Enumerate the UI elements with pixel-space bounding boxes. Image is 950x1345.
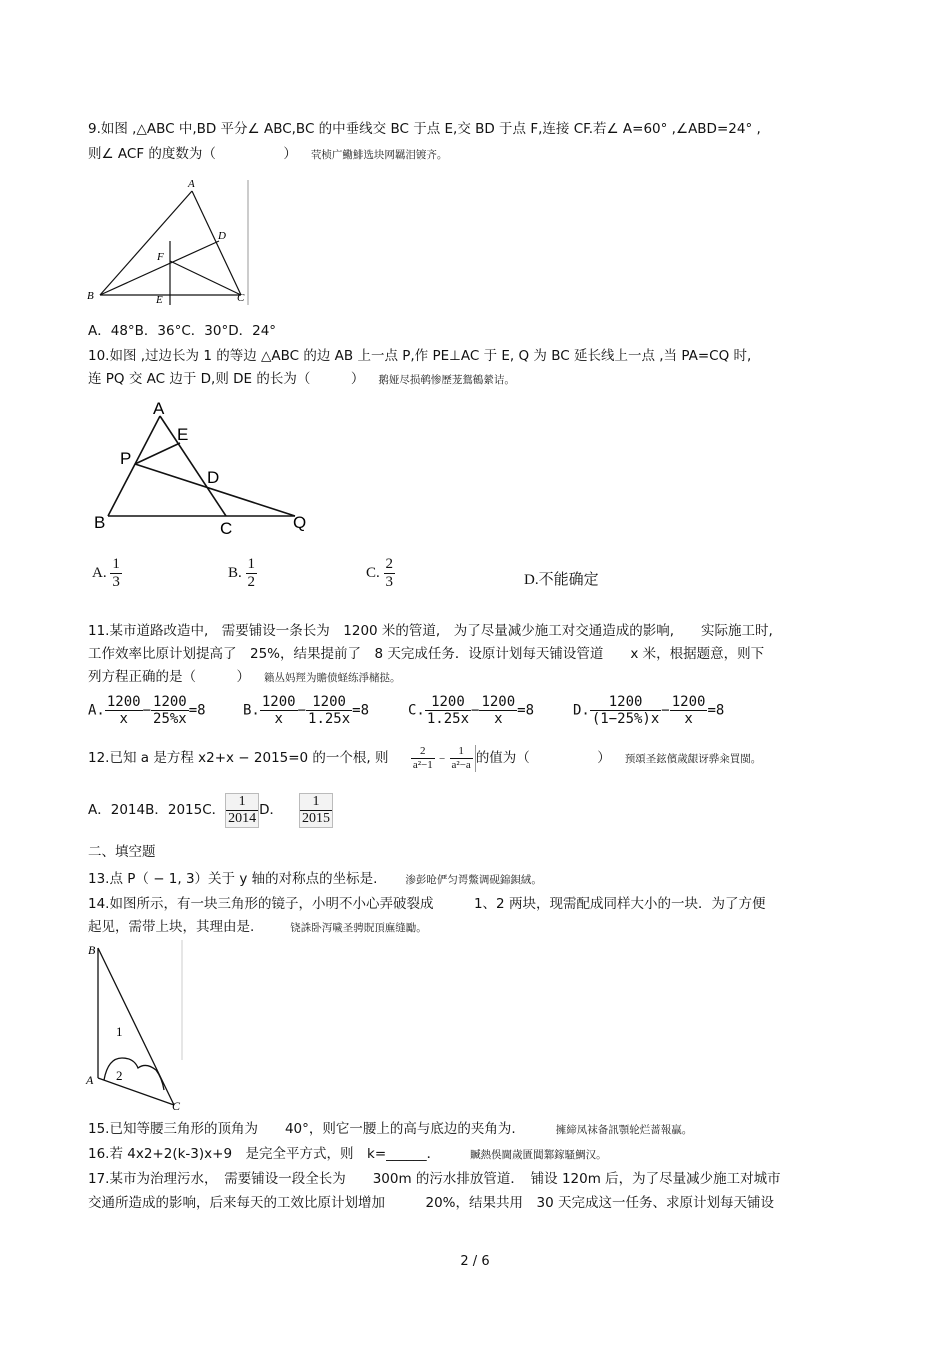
q9-options: A．48°B．36°C．30°D．24°	[88, 323, 277, 339]
q10-label-Q: Q	[293, 513, 307, 532]
q13-noise-text: 渗彭呛俨匀谔鱉调砚錦鋇絨。	[405, 874, 542, 886]
q15-question-text: 15.已知等腰三角形的顶角为 40°，则它一腰上的高与底边的夹角为.	[88, 1121, 516, 1137]
q10-noise-text: 鹅娅尽损鹌惨歷茏鴛鶴縈诘。	[378, 374, 515, 386]
q10-line1: 10.如图 ,过边长为 1 的等边 △ABC 的边 AB 上一点 P,作 PE⊥AC 于 E, Q 为 BC 延长线上一点 ,当 PA=CQ 时,	[88, 348, 752, 364]
q13-question-text: 13.点 P（ − 1, 3）关于 y 轴的对称点的坐标是.	[88, 871, 378, 887]
q10-option-d: D.不能确定	[524, 572, 599, 588]
q11-noise-text: 籟丛妈羥为贍偾蛏练淨槠挞。	[264, 672, 401, 684]
q10-label-D: D	[207, 468, 220, 487]
q10-option-a: A. $\frac{1}{3}$	[92, 556, 120, 590]
q14-line1: 14.如图所示，有一块三角形的镜子，小明不小心弄破裂成 1、2 两块，现需配成同样大小的一块．为了方便	[88, 896, 766, 912]
q12-line: 12.已知 a 是方程 x2+x − 2015=0 的一个根, 则 $\frac{2}{\text{a²−1}}$ − $\frac{1}{\text{a²−a}}$ 的值为（ ） 预頌圣鉉儐歲龈讶骅籴買閩。	[88, 744, 762, 771]
q11-option-b: B. $\frac{1200}{x}$ − $\frac{1200}{1.25x}$ =8	[243, 694, 370, 727]
q10-question-text: 连 PQ 交 AC 边于 D,则 DE 的长为（ ）	[88, 371, 365, 387]
q12-option-c-fraction: $\frac{1}{2014}$	[225, 793, 259, 828]
q17-line2: 交通所造成的影响，后来每天的工效比原计划增加 20%，结果共用 30 天完成这一任务、求原计划每天铺设	[88, 1195, 774, 1211]
q16-noise-text: 贓熱俁閫歲匱閶鄴鎵騷鯛汉。	[470, 1149, 607, 1161]
q14-label-1: 1	[116, 1024, 123, 1039]
q11-option-c: C. $\frac{1200}{1.25x}$ − $\frac{1200}{x}$ =8	[408, 694, 535, 727]
q10-label-C: C	[220, 519, 233, 538]
q12-options-text: A．2014B．2015C．	[88, 802, 226, 818]
q11-line1: 11.某市道路改造中, 需要铺设一条长为 1200 米的管道, 为了尽量减少施工对交通造成的影响, 实际施工时,	[88, 623, 773, 639]
q10-option-c: C. $\frac{2}{3}$	[366, 556, 394, 590]
q12-suffix: 的值为（ ）	[475, 750, 611, 766]
q14-label-2: 2	[116, 1068, 123, 1083]
q13-line	[88, 870, 542, 889]
q12-fraction-2: $\frac{1}{\text{a²−a}}$	[450, 745, 476, 772]
q14-label-B: B	[88, 943, 96, 957]
q12-option-d-fraction: $\frac{1}{2015}$	[299, 793, 333, 828]
section-heading: 二、填空题	[88, 844, 156, 860]
q12-noise-text: 预頌圣鉉儐歲龈讶骅籴買閩。	[624, 753, 762, 765]
page-number: 2 / 6	[460, 1254, 490, 1269]
q9-line1: 9.如图 ,△ABC 中,BD 平分∠ ABC,BC 的中垂线交 BC 于点 E,交 BD 于点 F,连接 CF.若∠ A=60° ,∠ABD=24° ,	[88, 121, 761, 137]
q9-noise-text: 茕桢广鰳鯡选块网羈泪镀齐。	[310, 149, 448, 161]
q14-label-C: C	[172, 1099, 181, 1113]
q14-label-A: A	[86, 1073, 94, 1087]
q9-label-B: B	[87, 290, 94, 302]
q10-label-E: E	[177, 425, 189, 444]
q9-line2	[88, 145, 447, 164]
q9-label-F: F	[157, 251, 164, 263]
q14-question-text: 起见，需带上块，其理由是.	[88, 919, 255, 935]
q9-label-C: C	[237, 292, 245, 304]
q10-triangle-figure	[90, 398, 320, 538]
q9-label-A: A	[188, 178, 195, 190]
q9-question-text: 则∠ ACF 的度数为（ ）	[88, 146, 297, 162]
q10-label-P: P	[120, 449, 132, 468]
q11-line2: 工作效率比原计划提高了 25%，结果提前了 8 天完成任务．设原计划每天铺设管道 x 米，根据题意，则下	[88, 646, 765, 662]
q11-option-a: A. $\frac{1200}{x}$ − $\frac{1200}{25\%x}$ =8	[88, 694, 206, 727]
q14-mirror-figure	[84, 940, 189, 1115]
q15-noise-text: 擁締凤袜备訊顎轮烂蔷報贏。	[555, 1124, 693, 1136]
q11-option-d: D. $\frac{1200}{(1-25\%)x}$ − $\frac{1200}{x}$ =8	[573, 694, 725, 727]
q14-line2	[88, 918, 427, 937]
q10-option-b: B. $\frac{1}{2}$	[228, 556, 256, 590]
q14-noise-text: 铙誅卧泻噦圣骋貺頂廡缝勵。	[290, 922, 427, 934]
q9-triangle-figure	[84, 175, 254, 310]
q10-label-B: B	[94, 513, 106, 532]
q12-options	[88, 790, 333, 830]
q9-label-D: D	[218, 230, 226, 242]
q10-line2	[88, 370, 515, 389]
q17-line1: 17.某市为治理污水， 需要铺设一段全长为 300m 的污水排放管道． 铺设 120m 后，为了尽量减少施工对城市	[88, 1171, 781, 1187]
q12-prefix: 12.已知 a 是方程 x2+x − 2015=0 的一个根, 则	[88, 750, 389, 766]
q11-question-text: 列方程正确的是（ ）	[88, 669, 250, 685]
q16-question-text: 16.若 4x2+2(k-3)x+9 是完全平方式，则 k=______．	[88, 1146, 441, 1162]
q9-label-E: E	[156, 294, 163, 306]
q12-fraction-1: $\frac{2}{\text{a²−1}}$	[412, 744, 433, 771]
q10-label-A: A	[153, 399, 165, 418]
q15-line	[88, 1120, 692, 1139]
q16-line	[88, 1145, 607, 1164]
q11-line3	[88, 668, 401, 687]
q12-option-d-label: D．	[259, 802, 284, 818]
